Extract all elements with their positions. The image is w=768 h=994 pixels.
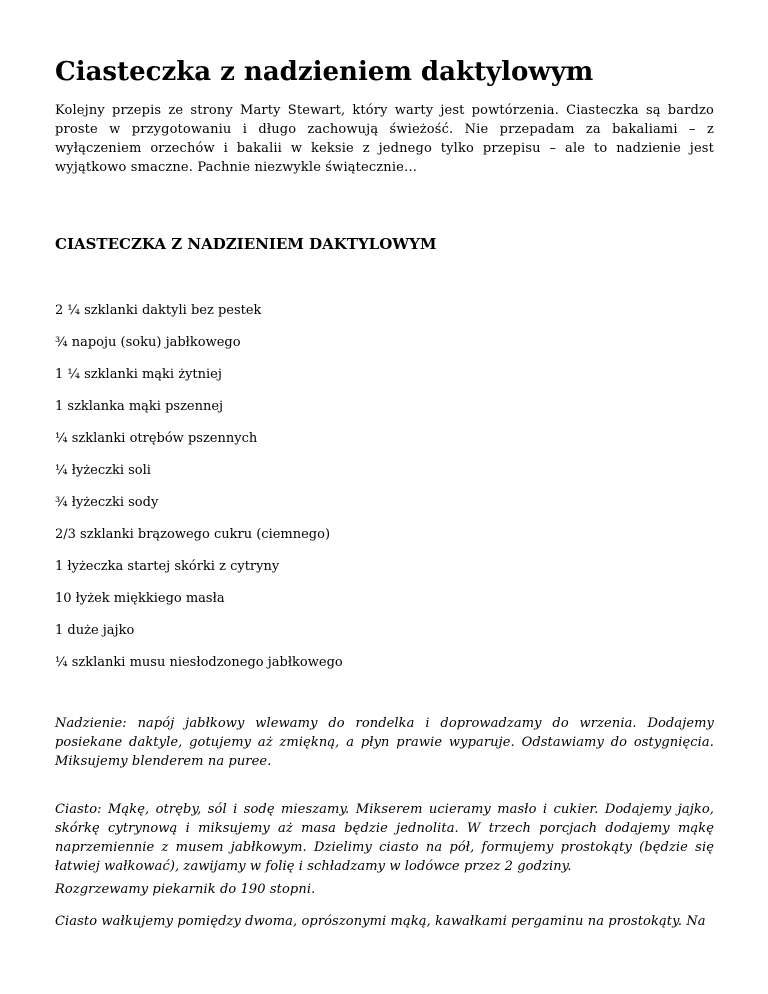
ingredient-item: ¾ napoju (soku) jabłkowego bbox=[55, 335, 241, 350]
ingredient-item: ¾ łyżeczki sody bbox=[55, 495, 159, 510]
filling-instructions: Nadzienie: napój jabłkowy wlewamy do rondelka i doprowadzamy do wrzenia. Dodajemy posiekane daktyle, gotujemy aż zmiękną, a płyn prawie wyparuje. Odstawiamy do ostygnięcia. Miksujemy blenderem na puree. bbox=[55, 716, 714, 769]
ingredient-item: ¼ łyżeczki soli bbox=[55, 463, 151, 478]
ingredient-item: 2/3 szklanki brązowego cukru (ciemnego) bbox=[55, 527, 331, 542]
rolling-instructions: Ciasto wałkujemy pomiędzy dwoma, oprószonymi mąką, kawałkami pergaminu na prostokąty. Na bbox=[55, 914, 706, 929]
ingredient-item: ¼ szklanki musu niesłodzonego jabłkowego bbox=[55, 655, 343, 670]
oven-instructions: Rozgrzewamy piekarnik do 190 stopni. bbox=[55, 882, 316, 897]
page-title: Ciasteczka z nadzieniem daktylowym bbox=[55, 57, 594, 87]
recipe-heading: CIASTECZKA Z NADZIENIEM DAKTYLOWYM bbox=[55, 235, 437, 253]
ingredient-item: 10 łyżek miękkiego masła bbox=[55, 591, 225, 606]
intro-paragraph: Kolejny przepis ze strony Marty Stewart, który warty jest powtórzenia. Ciasteczka są bardzo proste w przygotowaniu i długo zachowują świeżość. Nie przepadam za bakaliami – z wyłączeniem orzechów i bakalii w keksie z jednego tylko przepisu – ale to nadzienie jest wyjątkowo smaczne. Pachnie niezwykle świątecznie… bbox=[55, 103, 714, 175]
ingredients-list bbox=[55, 303, 343, 687]
ingredient-item: 2 ¼ szklanki daktyli bez pestek bbox=[55, 303, 262, 318]
ingredient-item: 1 ¼ szklanki mąki żytniej bbox=[55, 367, 222, 382]
dough-instructions: Ciasto: Mąkę, otręby, sól i sodę mieszamy. Mikserem ucieramy masło i cukier. Dodajemy jajko, skórkę cytrynową i miksujemy aż masa będzie jednolita. W trzech porcjach dodajemy mąkę naprzemiennie z musem jabłkowym. Dzielimy ciasto na pół, formujemy prostokąty (będzie się łatwiej wałkować), zawijamy w folię i schładzamy w lodówce przez 2 godziny. bbox=[55, 802, 714, 874]
ingredient-item: ¼ szklanki otrębów pszennych bbox=[55, 431, 258, 446]
ingredient-item: 1 łyżeczka startej skórki z cytryny bbox=[55, 559, 280, 574]
ingredient-item: 1 duże jajko bbox=[55, 623, 135, 638]
ingredient-item: 1 szklanka mąki pszennej bbox=[55, 399, 224, 414]
